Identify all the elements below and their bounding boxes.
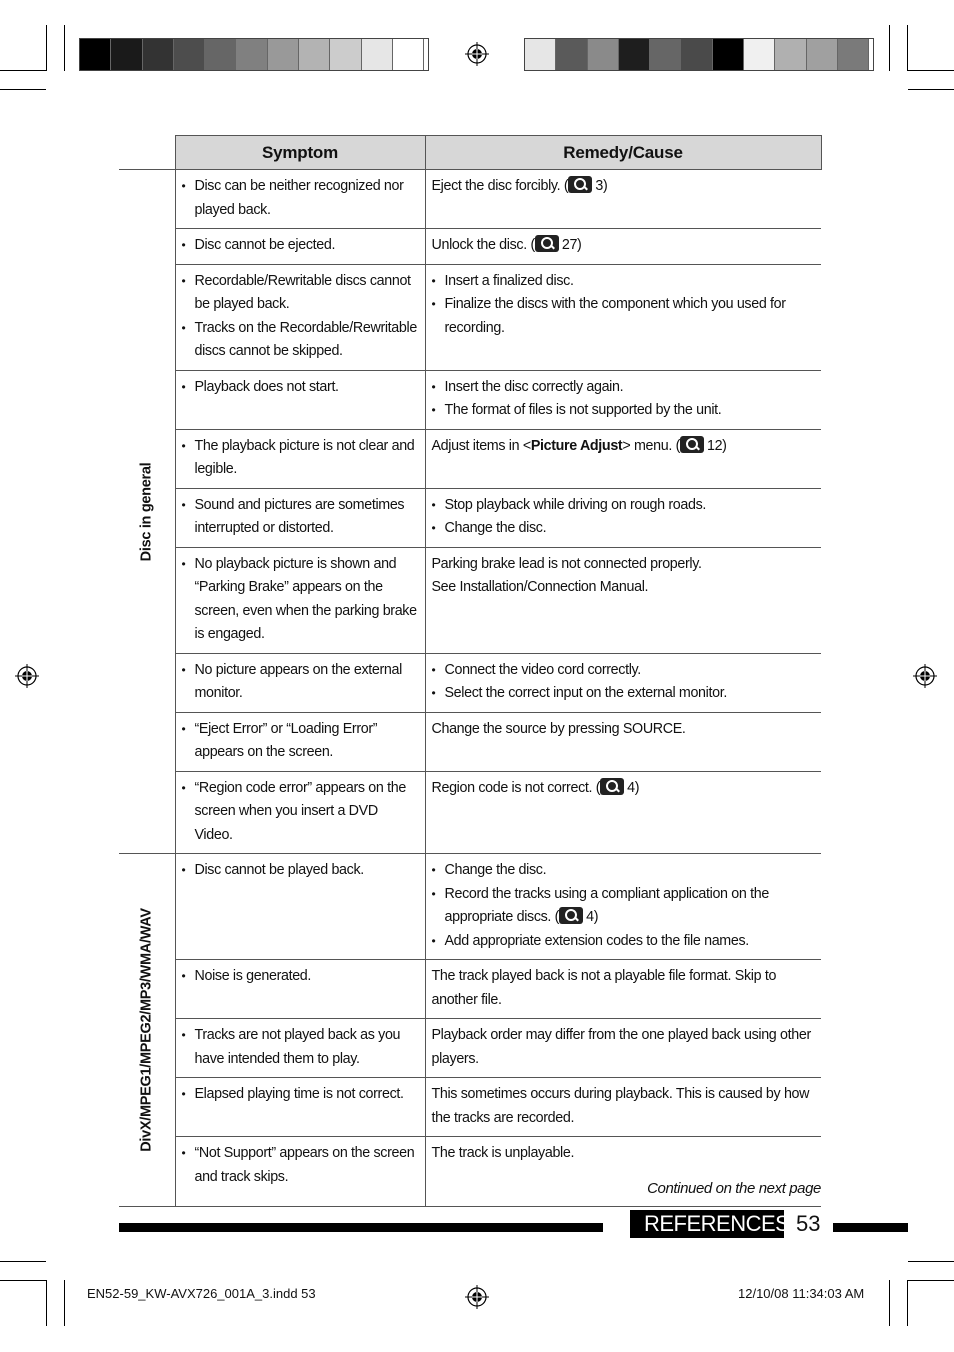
group-label: Disc in general <box>138 462 154 561</box>
symptom-list <box>182 718 419 765</box>
group-label-cell <box>119 854 175 1207</box>
symptom-cell <box>175 229 425 265</box>
symptom-item: • Sound and pictures are sometimes interrupted or distorted. <box>182 494 419 541</box>
remedy-cell <box>425 547 821 653</box>
remedy-item <box>432 270 816 294</box>
symptom-cell <box>175 854 425 960</box>
color-swatch <box>299 39 330 70</box>
crop-mark <box>907 1280 908 1326</box>
remedy-cell <box>425 960 821 1019</box>
crop-mark <box>64 25 65 71</box>
remedy-item <box>432 859 816 883</box>
remedy-cell <box>425 653 821 712</box>
symptom-item: • Recordable/Rewritable discs cannot be played back. <box>182 270 419 317</box>
crop-mark <box>908 89 954 90</box>
table-row <box>119 1078 821 1137</box>
remedy-text: Region code is not correct. ( <box>431 779 601 796</box>
remedy-text-block <box>432 777 816 801</box>
color-bar-right <box>524 38 874 71</box>
color-swatch <box>619 39 650 70</box>
symptom-list <box>182 659 419 706</box>
symptom-cell <box>175 1137 425 1207</box>
crop-mark <box>889 1280 890 1326</box>
table-row <box>119 264 821 370</box>
color-swatch <box>143 39 174 70</box>
group-column-header <box>119 136 175 170</box>
remedy-cell <box>425 712 821 771</box>
remedy-cell <box>425 170 821 229</box>
continued-note: Continued on the next page <box>647 1180 821 1197</box>
remedy-text-block <box>432 234 816 258</box>
symptom-list <box>182 175 419 222</box>
remedy-header: Remedy/Cause <box>425 136 821 170</box>
remedy-text-block <box>432 1083 816 1130</box>
table-row <box>119 229 821 265</box>
symptom-cell <box>175 547 425 653</box>
remedy-text: Add appropriate extension codes to the file names. <box>444 932 749 949</box>
crop-mark <box>64 1280 65 1326</box>
symptom-list <box>182 270 419 364</box>
crop-mark <box>889 25 890 71</box>
remedy-text-block <box>432 435 816 459</box>
remedy-text: The track played back is not a playable file format. Skip to another file. <box>431 968 777 1008</box>
registration-mark-icon <box>15 664 39 688</box>
color-swatch <box>838 39 869 70</box>
remedy-item <box>432 659 816 683</box>
symptom-list <box>182 234 419 258</box>
magnifier-icon <box>600 778 624 795</box>
symptom-cell <box>175 170 425 229</box>
slug-timestamp: 12/10/08 11:34:03 AM <box>738 1286 865 1301</box>
remedy-text: Unlock the disc. ( <box>431 237 535 253</box>
symptom-item: • Disc cannot be played back. <box>182 859 419 883</box>
color-swatch <box>744 39 775 70</box>
symptom-cell <box>175 1078 425 1137</box>
remedy-text: The track is unplayable. <box>431 1145 575 1161</box>
table-row <box>119 960 821 1019</box>
symptom-item: • Playback does not start. <box>182 376 419 400</box>
remedy-cell <box>425 370 821 429</box>
remedy-list <box>432 859 816 953</box>
remedy-item <box>432 883 816 930</box>
remedy-text: > menu. ( <box>622 437 680 454</box>
color-swatch <box>650 39 681 70</box>
symptom-list <box>182 777 419 848</box>
remedy-line: See Installation/Connection Manual. <box>431 579 649 595</box>
symptom-cell <box>175 771 425 854</box>
symptom-item: • “Eject Error” or “Loading Error” appears on the screen. <box>182 718 419 765</box>
symptom-cell <box>175 429 425 488</box>
color-swatch <box>588 39 619 70</box>
table-row <box>119 170 821 229</box>
symptom-list <box>182 1024 419 1071</box>
color-swatch <box>393 39 424 70</box>
page-reference: 4) <box>627 779 640 796</box>
symptom-cell <box>175 370 425 429</box>
magnifier-icon <box>559 907 583 924</box>
crop-mark <box>0 89 46 90</box>
table-row <box>119 854 821 960</box>
troubleshooting-table <box>119 135 822 1207</box>
remedy-list <box>432 659 816 706</box>
page-reference: 27) <box>561 237 582 253</box>
color-swatch <box>111 39 142 70</box>
symptom-item: • “Region code error” appears on the screen when you insert a DVD Video. <box>182 777 419 848</box>
color-swatch <box>174 39 205 70</box>
remedy-list <box>432 494 816 541</box>
remedy-list <box>432 270 816 341</box>
remedy-text: Playback order may differ from the one played back using other players. <box>431 1027 811 1067</box>
crop-mark <box>907 25 908 71</box>
remedy-item <box>432 376 816 400</box>
symptom-cell <box>175 488 425 547</box>
table-row <box>119 547 821 653</box>
remedy-text: Change the disc. <box>444 862 547 878</box>
page-reference: 12) <box>706 437 727 454</box>
symptom-list <box>182 376 419 400</box>
remedy-line: Parking brake lead is not connected properly. <box>431 555 702 572</box>
section-label: REFERENCES <box>630 1210 784 1238</box>
symptom-item: • Noise is generated. <box>182 965 419 989</box>
color-swatch <box>362 39 393 70</box>
crop-mark <box>908 1261 954 1262</box>
color-swatch <box>268 39 299 70</box>
remedy-text: Change the source by pressing SOURCE. <box>431 720 686 737</box>
symptom-list <box>182 435 419 482</box>
symptom-list <box>182 1142 419 1189</box>
color-bar-left <box>79 38 429 71</box>
remedy-text: Eject the disc forcibly. ( <box>431 178 569 194</box>
color-swatch <box>681 39 712 70</box>
table-row <box>119 488 821 547</box>
table-row <box>119 370 821 429</box>
symptom-item: • No playback picture is shown and “Parking Brake” appears on the screen, even when the parking brake is engaged. <box>182 553 419 647</box>
registration-mark-icon <box>465 1285 489 1309</box>
group-label-cell <box>119 170 175 854</box>
magnifier-icon <box>535 235 559 252</box>
remedy-item <box>432 293 816 340</box>
remedy-text: Insert the disc correctly again. <box>444 378 624 395</box>
crop-mark <box>908 70 954 71</box>
remedy-text: Finalize the discs with the component which you used for recording. <box>444 296 786 336</box>
color-swatch <box>205 39 236 70</box>
crop-mark <box>0 70 46 71</box>
footer-rule-right <box>833 1223 908 1232</box>
remedy-list <box>432 376 816 423</box>
remedy-text: Connect the video cord correctly. <box>444 661 641 678</box>
remedy-text: Insert a finalized disc. <box>444 272 574 289</box>
symptom-cell <box>175 264 425 370</box>
symptom-item: • Disc cannot be ejected. <box>182 234 419 258</box>
remedy-cell <box>425 1078 821 1137</box>
remedy-text-block <box>432 1024 816 1071</box>
remedy-cell <box>425 854 821 960</box>
remedy-item <box>432 399 816 423</box>
crop-mark <box>46 1280 47 1326</box>
remedy-item <box>432 517 816 541</box>
table-row <box>119 1019 821 1078</box>
remedy-cell <box>425 429 821 488</box>
crop-mark <box>908 1280 954 1281</box>
symptom-cell <box>175 653 425 712</box>
registration-mark-icon <box>465 42 489 66</box>
page-reference: 3) <box>595 178 608 194</box>
remedy-cell <box>425 771 821 854</box>
page-number: 53 <box>796 1211 821 1236</box>
color-swatch <box>556 39 587 70</box>
remedy-text-block <box>432 175 816 199</box>
remedy-text: Record the tracks using a compliant application on the appropriate discs. ( <box>444 885 769 925</box>
magnifier-icon <box>568 176 592 193</box>
group-label: DivX/MPEG1/MPEG2/MP3/WMA/WAV <box>138 908 154 1152</box>
color-swatch <box>775 39 806 70</box>
symptom-item: • Elapsed playing time is not correct. <box>182 1083 419 1107</box>
symptom-item: • No picture appears on the external monitor. <box>182 659 419 706</box>
remedy-item <box>432 494 816 518</box>
remedy-text: This sometimes occurs during playback. This is caused by how the tracks are recorded. <box>431 1086 810 1126</box>
symptom-cell <box>175 712 425 771</box>
table-row <box>119 771 821 854</box>
remedy-cell <box>425 229 821 265</box>
symptom-list <box>182 1083 419 1107</box>
symptom-item: • Tracks are not played back as you have intended them to play. <box>182 1024 419 1071</box>
remedy-text-block <box>432 1142 816 1166</box>
remedy-text: Select the correct input on the external monitor. <box>444 685 727 701</box>
remedy-text: The format of files is not supported by the unit. <box>444 402 722 418</box>
color-swatch <box>525 39 556 70</box>
symptom-list <box>182 965 419 989</box>
remedy-text: Adjust items in < <box>431 437 531 454</box>
crop-mark <box>46 25 47 71</box>
color-swatch <box>807 39 838 70</box>
color-swatch <box>713 39 744 70</box>
symptom-cell <box>175 960 425 1019</box>
symptom-item: • Tracks on the Recordable/Rewritable discs cannot be skipped. <box>182 317 419 364</box>
table-row <box>119 429 821 488</box>
remedy-item <box>432 682 816 706</box>
footer-rule-left <box>119 1223 603 1232</box>
color-swatch <box>330 39 361 70</box>
symptom-cell <box>175 1019 425 1078</box>
color-swatch <box>80 39 111 70</box>
symptom-header: Symptom <box>175 136 425 170</box>
remedy-text: Stop playback while driving on rough roads. <box>444 496 707 513</box>
symptom-item: • Disc can be neither recognized nor played back. <box>182 175 419 222</box>
slug-file-info: EN52-59_KW-AVX726_001A_3.indd 53 <box>87 1286 316 1301</box>
table-row <box>119 712 821 771</box>
remedy-text: Change the disc. <box>444 520 547 536</box>
symptom-list <box>182 553 419 647</box>
symptom-item: • The playback picture is not clear and legible. <box>182 435 419 482</box>
table-header-row <box>119 136 821 170</box>
color-swatch <box>236 39 267 70</box>
table-row <box>119 653 821 712</box>
symptom-list <box>182 859 419 883</box>
remedy-text-block <box>432 965 816 1012</box>
remedy-cell <box>425 264 821 370</box>
menu-name: Picture Adjust <box>530 437 623 454</box>
crop-mark <box>0 1261 46 1262</box>
remedy-text-block <box>432 718 816 742</box>
remedy-cell <box>425 1019 821 1078</box>
magnifier-icon <box>680 436 704 453</box>
symptom-item: • “Not Support” appears on the screen and track skips. <box>182 1142 419 1189</box>
crop-mark <box>0 1280 46 1281</box>
remedy-cell <box>425 488 821 547</box>
registration-mark-icon <box>913 664 937 688</box>
page-reference: 4) <box>586 909 599 925</box>
symptom-list <box>182 494 419 541</box>
remedy-item <box>432 930 816 954</box>
